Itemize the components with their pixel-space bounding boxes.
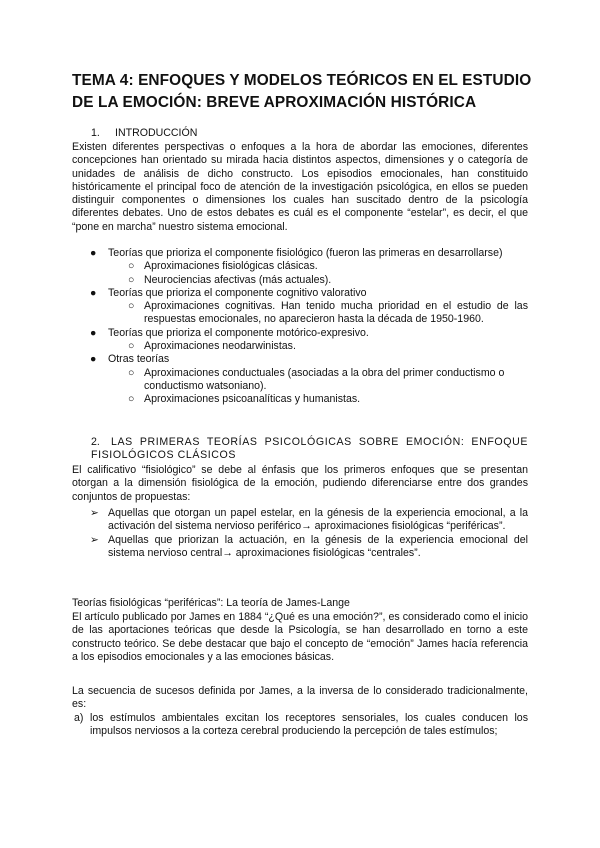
list-item-text: Teorías que prioriza el componente fisiológico (fueron las primeras en desarrollarse) (108, 247, 503, 259)
sub-list-item (72, 300, 528, 327)
sequence-list (72, 712, 528, 739)
theories-list (72, 247, 528, 407)
title-line-1: TEMA 4: ENFOQUES Y MODELOS TEÓRICOS EN EL ESTUDIO (72, 72, 532, 89)
bullet-icon: ● (90, 353, 97, 366)
intro-paragraph: Existen diferentes perspectivas o enfoques a la hora de abordar las emociones, diferentes concepciones han orientado su mirada hacia distintos aspectos, dimensiones y o categoría de unidades de análisis de dicho constructo. Los episodios emocionales, han constituido históricamente el principal foco de atención de la investigación psicológica, en ellos se pueden distinguir componentes o dimensiones los cuales han suscitado dentro de la psicología diferentes debates. Uno de estos debates es cuál es el componente “estelar”, es decir, el que “pone en marcha” nuestro sistema emocional. (72, 141, 528, 233)
sub-list-item-text: Neurociencias afectivas (más actuales). (144, 273, 332, 286)
list-item-text: Otras teorías (108, 353, 170, 366)
list-item (72, 712, 528, 739)
sub-list-item (72, 260, 528, 273)
sub-bullet-icon: ○ (128, 300, 135, 313)
sub-list-item-text: Aproximaciones cognitivas. Han tenido mucha prioridad en el estudio de las respuestas emocionales, no aparecieron hasta la década de 1950-1960. (144, 300, 528, 326)
sub-list-item-text: Aproximaciones neodarwinistas. (144, 340, 296, 353)
list-item-text: Aquellas que otorgan un papel estelar, en la génesis de la experiencia emocional, a la activación del sistema nervioso periférico→ aproximaciones fisiológicas “periféricas”. (108, 507, 528, 533)
list-item (72, 353, 528, 366)
sub-list-item-text: Aproximaciones psicoanalíticas y humanistas. (144, 393, 361, 406)
list-item (72, 247, 528, 260)
list-item-text: Teorías que prioriza el componente cognitivo valorativo (108, 286, 367, 299)
sub-list-item-text: Aproximaciones fisiológicas clásicas. (144, 260, 318, 273)
section-2-heading (91, 436, 528, 462)
arrow-bullet-icon: ➢ (90, 507, 99, 519)
sub-list-item (72, 274, 528, 287)
proposals-list (72, 507, 528, 560)
subsection-heading: Teorías fisiológicas “periféricas”: La teoría de James-Lange (72, 597, 350, 609)
list-item-text: los estímulos ambientales excitan los receptores sensoriales, los cuales conducen los impulsos nerviosos a la corteza cerebral produciendo la percepción de tales estímulos; (90, 712, 528, 738)
section-2-paragraph: El calificativo “fisiológico” se debe al énfasis que los primeros enfoques que se presentan otorgan a la dimensión fisiológica de la emoción, pudiendo diferenciarse entre dos grandes conjuntos de propuestas: (72, 464, 528, 503)
sub-bullet-icon: ○ (128, 393, 135, 406)
arrow-bullet-icon: ➢ (90, 533, 99, 546)
sub-list-item (72, 367, 528, 394)
list-item (72, 534, 528, 561)
sequence-paragraph: La secuencia de sucesos definida por James, a la inversa de lo considerado tradicionalmente, es: (72, 685, 528, 711)
list-item-text: Aquellas que priorizan la actuación, en la génesis de la experiencia emocional del sistema nervioso central→ aproximaciones fisiológicas “centrales”. (108, 533, 528, 559)
section-1-number: 1. (91, 127, 100, 139)
subsection-paragraph: El artículo publicado por James en 1884 “¿Qué es una emoción?”, es considerado como el inicio de las aportaciones teóricas que desde la Psicología, se han desarrollado en torno a este constructo teórico. Se debe destacar que bajo el concepto de “emoción” James hacía referencia a los episodios emocionales y a las emociones básicas. (72, 611, 528, 663)
list-item (72, 287, 528, 300)
list-item (72, 327, 528, 340)
sub-list-item (72, 393, 528, 406)
bullet-icon: ● (90, 326, 97, 339)
document-title (72, 70, 542, 114)
title-line-2: DE LA EMOCIÓN: BREVE APROXIMACIÓN HISTÓRICA (72, 94, 477, 111)
bullet-icon: ● (90, 286, 97, 299)
sub-bullet-icon: ○ (128, 273, 135, 286)
section-1-title: INTRODUCCIÓN (115, 127, 198, 139)
sub-bullet-icon: ○ (128, 340, 135, 353)
list-item (72, 507, 528, 534)
sub-bullet-icon: ○ (128, 260, 135, 273)
section-1-heading (91, 127, 197, 140)
bullet-icon: ● (90, 247, 97, 259)
list-item-marker: a) (74, 712, 84, 724)
section-2-title: LAS PRIMERAS TEORÍAS PSICOLÓGICAS SOBRE EMOCIÓN: ENFOQUE FISIOLÓGICOS CLÁSICOS (91, 436, 528, 462)
sub-list-item (72, 340, 528, 353)
list-item-text: Teorías que prioriza el componente motórico-expresivo. (108, 326, 369, 339)
sub-list-item-text: Aproximaciones conductuales (asociadas a la obra del primer conductismo o conductismo watsoniano). (144, 366, 505, 392)
sub-bullet-icon: ○ (128, 366, 135, 379)
section-2-number: 2. (91, 436, 100, 448)
